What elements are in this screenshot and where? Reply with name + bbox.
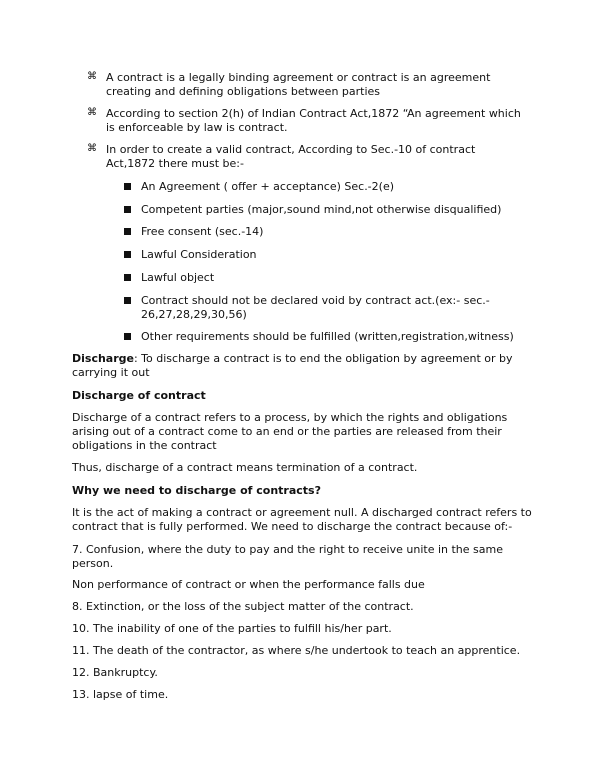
requirement-text: Other requirements should be fulfilled (written,registration,witness) [141,330,514,343]
square-bullet-icon [124,297,131,304]
paragraph-why: It is the act of making a contract or agreement null. A discharged contract refers to contract that is fully performed. We need to discharge the contract because of:- [72,506,532,533]
hash-bullet-icon: ⌘ [87,143,97,154]
requirement-item [124,294,504,322]
intro-bullet [87,71,527,99]
intro-bullet [87,143,527,171]
paragraph-thus: Thus, discharge of a contract means termination of a contract. [72,461,418,474]
discharge-definition [72,352,542,380]
square-bullet-icon [124,251,131,258]
intro-bullet-text: According to section 2(h) of Indian Contract Act,1872 “An agreement which is enforceable by law is contract. [106,107,521,134]
reason-item: 8. Extinction, or the loss of the subject matter of the contract. [72,600,414,613]
requirement-item [124,225,524,239]
reason-item: 12. Bankruptcy. [72,666,158,679]
reason-item: 11. The death of the contractor, as where s/he undertook to teach an apprentice. [72,644,521,657]
requirement-item [124,271,524,285]
square-bullet-icon [124,333,131,340]
discharge-definition-text: : To discharge a contract is to end the obligation by agreement or by carrying it out [72,352,513,379]
reason-item: Non performance of contract or when the performance falls due [72,578,425,591]
reason-item: 7. Confusion, where the duty to pay and the right to receive unite in the same person. [72,543,503,570]
requirement-text: Lawful object [141,271,215,284]
discharge-term: Discharge [72,352,134,365]
intro-bullet-text: In order to create a valid contract, According to Sec.-10 of contract Act,1872 there must be:- [106,143,476,170]
heading-why-discharge: Why we need to discharge of contracts? [72,484,321,497]
paragraph-discharge: Discharge of a contract refers to a process, by which the rights and obligations arising out of a contract come to an end or the parties are released from their obligations in the contract [72,411,508,452]
hash-bullet-icon: ⌘ [87,71,97,82]
requirement-text: An Agreement ( offer + acceptance) Sec.-2(e) [141,180,395,193]
requirement-item [124,248,524,262]
square-bullet-icon [124,206,131,213]
heading-discharge-of-contract: Discharge of contract [72,389,206,402]
requirement-item [124,203,524,217]
reason-item: 10. The inability of one of the parties to fulfill his/her part. [72,622,392,635]
square-bullet-icon [124,274,131,281]
requirement-text: Free consent (sec.-14) [141,225,264,238]
intro-bullet [87,107,527,135]
square-bullet-icon [124,183,131,190]
requirement-text: Competent parties (major,sound mind,not otherwise disqualified) [141,203,502,216]
requirement-item [124,180,524,194]
reason-item: 13. lapse of time. [72,688,169,701]
requirement-text: Contract should not be declared void by contract act.(ex:- sec.- 26,27,28,29,30,56) [141,294,490,321]
square-bullet-icon [124,228,131,235]
requirement-text: Lawful Consideration [141,248,257,261]
hash-bullet-icon: ⌘ [87,107,97,118]
requirement-item [124,330,524,344]
intro-bullet-text: A contract is a legally binding agreement or contract is an agreement creating and defining obligations between parties [106,71,491,98]
